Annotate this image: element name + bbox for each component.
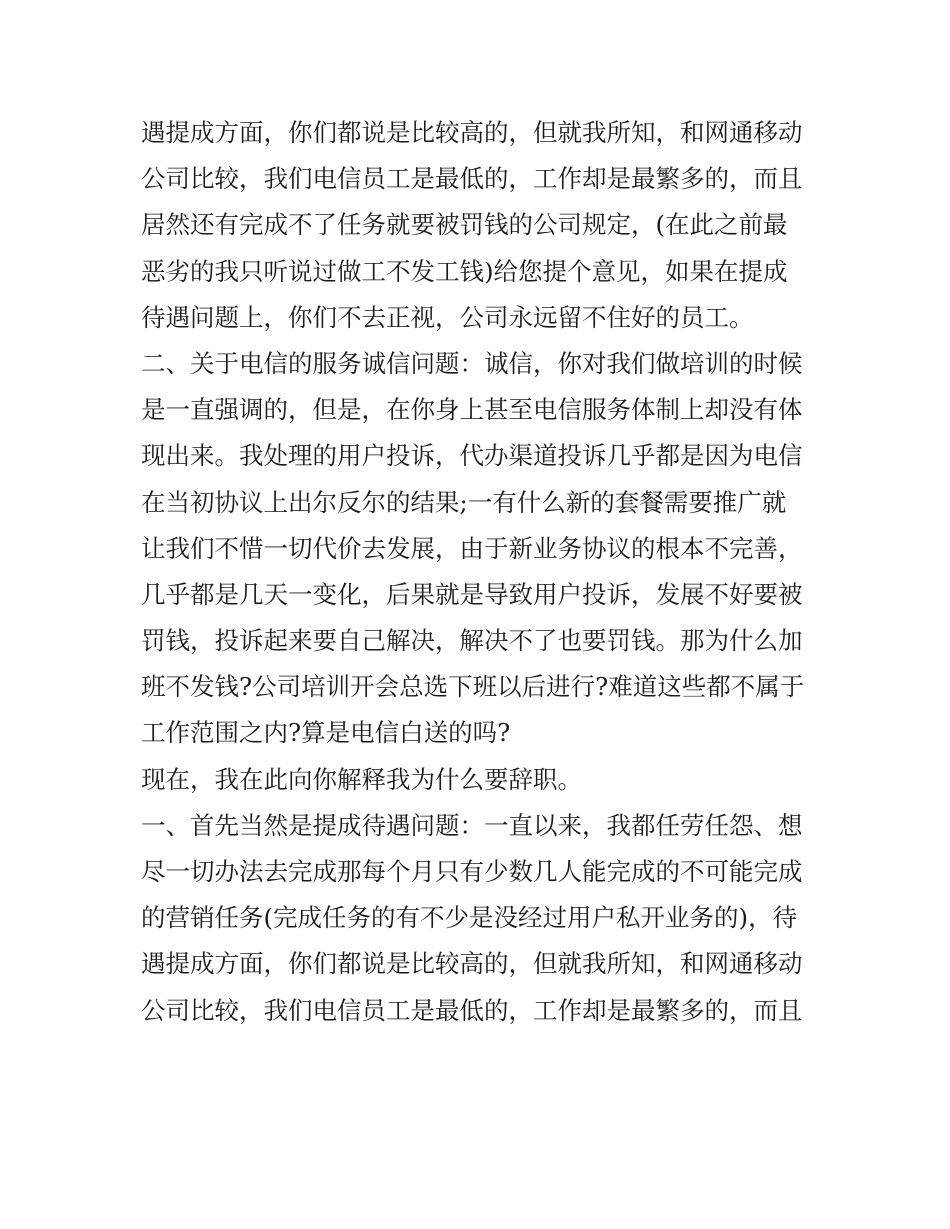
- text-line: 让我们不惜一切代价去发展，由于新业务协议的根本不完善，: [141, 533, 803, 563]
- text-line: 待遇问题上，你们不去正视，公司永远留不住好的员工。: [141, 302, 754, 332]
- text-line: 现在，我在此向你解释我为什么要辞职。: [141, 764, 582, 794]
- text-line: 是一直强调的，但是，在你身上甚至电信服务体制上却没有体: [141, 395, 803, 425]
- text-line: 遇提成方面，你们都说是比较高的，但就我所知，和网通移动: [141, 118, 803, 147]
- text-line: 恶劣的我只听说过做工不发工钱)给您提个意见，如果在提成: [141, 256, 788, 286]
- text-line: 遇提成方面，你们都说是比较高的，但就我所知，和网通移动: [141, 949, 803, 979]
- text-line: 罚钱，投诉起来要自己解决，解决不了也要罚钱。那为什么加: [141, 626, 803, 656]
- text-line: 居然还有完成不了任务就要被罚钱的公司规定，(在此之前最: [141, 210, 788, 240]
- text-line: 公司比较，我们电信员工是最低的，工作却是最繁多的，而且: [141, 164, 803, 194]
- text-line: 班不发钱?公司培训开会总选下班以后进行?难道这些都不属于: [141, 672, 805, 702]
- text-line: 现出来。我处理的用户投诉，代办渠道投诉几乎都是因为电信: [141, 441, 803, 471]
- text-line: 在当初协议上出尔反尔的结果;一有什么新的套餐需要推广就: [141, 487, 787, 517]
- text-line: 工作范围之内?算是电信白送的吗?: [141, 718, 511, 748]
- text-line: 公司比较，我们电信员工是最低的，工作却是最繁多的，而且: [141, 995, 803, 1025]
- text-line: 尽一切办法去完成那每个月只有少数几人能完成的不可能完成: [141, 857, 803, 886]
- text-line: 二、关于电信的服务诚信问题：诚信，你对我们做培训的时候: [141, 348, 803, 378]
- body-text: [141, 110, 821, 1034]
- text-line: 几乎都是几天一变化，后果就是导致用户投诉，发展不好要被: [141, 579, 803, 609]
- text-line: 的营销任务(完成任务的有不少是没经过用户私开业务的)，待: [141, 903, 798, 933]
- text-line: 一、首先当然是提成待遇问题：一直以来，我都任劳任怨、想: [141, 810, 803, 840]
